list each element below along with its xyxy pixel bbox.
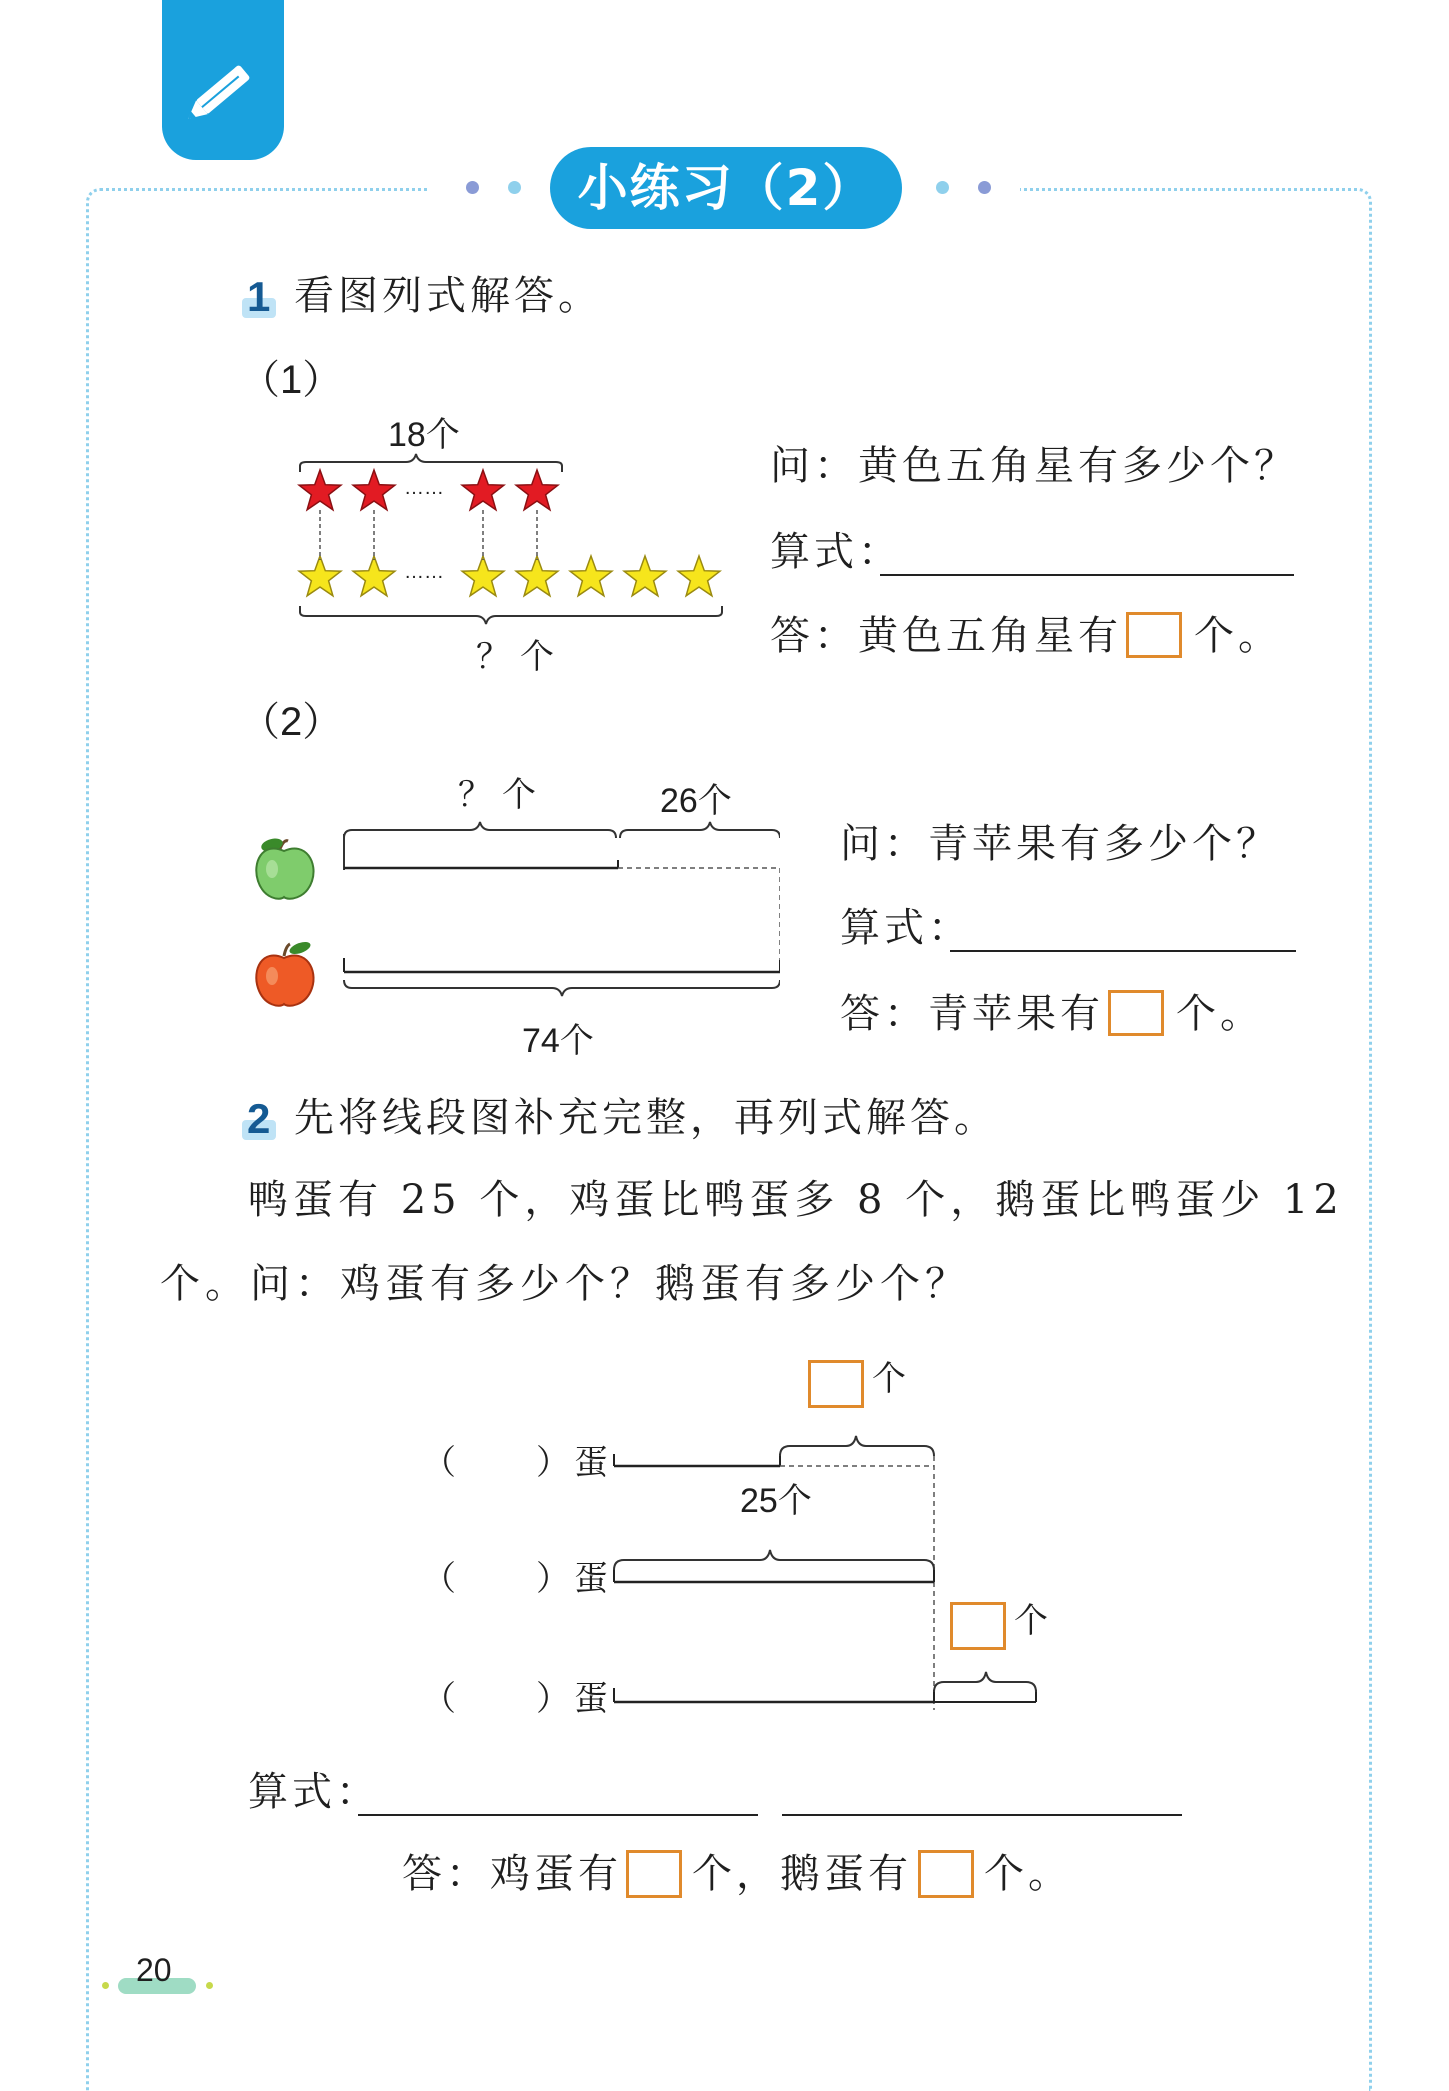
decor-dot (466, 181, 479, 194)
egg-row1-extra-box[interactable] (808, 1360, 864, 1408)
decor-dot (978, 181, 991, 194)
decor-dot (936, 181, 949, 194)
egg-row1-open: （ (422, 1443, 460, 1483)
total-brace (344, 980, 780, 996)
decor-dot (508, 181, 521, 194)
q1-instruction: 看图列式解答。 (294, 273, 602, 319)
q2-answer-part2: 个，鹅蛋有 (692, 1851, 912, 1897)
yellow-star (678, 556, 720, 596)
green-apple-icon (250, 835, 320, 905)
pencil-icon (182, 52, 266, 128)
egg-row3-extra-box[interactable] (950, 1602, 1006, 1650)
question-number: 2 (247, 1095, 271, 1142)
part2-label: （2） (240, 700, 343, 744)
part1-formula-line[interactable] (880, 574, 1294, 576)
stars-bottom-label: ？个 (476, 637, 564, 677)
connector-lines (320, 510, 537, 560)
part2-answer-box[interactable] (1108, 990, 1164, 1036)
q2-formula-line-1[interactable] (358, 1814, 758, 1816)
part2-answer-prefix: 答：青苹果有 (840, 991, 1104, 1037)
egg-row2-label: ）蛋 (536, 1559, 612, 1599)
part1-answer-suffix: 个。 (1194, 613, 1282, 659)
question-number: 1 (247, 273, 271, 320)
part2-answer-suffix: 个。 (1176, 991, 1264, 1037)
apples-bar-diagram (340, 820, 780, 1040)
stars-ellipsis-bottom: …… (404, 561, 444, 583)
part2-question: 问：青苹果有多少个？ (840, 821, 1280, 867)
q2-chicken-answer-box[interactable] (626, 1850, 682, 1898)
page-number: 20 (136, 1952, 172, 1988)
decor-dot (206, 1982, 213, 1989)
egg-row1-unit: 个 (872, 1359, 910, 1399)
part1-question: 问：黄色五角星有多少个？ (770, 443, 1298, 489)
page-title: 小练习（2） (550, 147, 902, 229)
q2-formula-label: 算式： (248, 1769, 380, 1815)
unknown-label: ？个 (458, 775, 546, 815)
part2-formula-label: 算式： (840, 905, 972, 951)
red-star (299, 470, 341, 510)
egg-row3-unit: 个 (1014, 1601, 1052, 1641)
egg-row2-open: （ (422, 1559, 460, 1599)
red-apple-icon (250, 940, 320, 1010)
yellow-star (299, 556, 341, 596)
egg-row3-open: （ (422, 1679, 460, 1719)
egg-row1-label: ）蛋 (536, 1443, 612, 1483)
red-star (353, 470, 395, 510)
q2-answer-part1: 答：鸡蛋有 (402, 1851, 622, 1897)
decor-dot (102, 1982, 109, 1989)
stars-top-label: 18个 (388, 416, 460, 454)
row3-extra-brace (934, 1672, 1036, 1692)
egg-row3-label: ）蛋 (536, 1679, 612, 1719)
part1-label: （1） (240, 358, 343, 402)
part1-answer-box[interactable] (1126, 612, 1182, 658)
bottom-brace (300, 606, 722, 624)
q2-problem-line2: 个。问：鸡蛋有多少个？鹅蛋有多少个？ (160, 1261, 970, 1307)
part1-formula-label: 算式： (770, 529, 902, 575)
egg-middle-label: 25个 (740, 1482, 812, 1520)
yellow-star (570, 556, 612, 596)
total-label: 74个 (522, 1022, 594, 1060)
part2-formula-line[interactable] (950, 950, 1296, 952)
row1-extra-brace (780, 1436, 934, 1456)
stars-ellipsis-top: …… (404, 477, 444, 499)
q2-formula-line-2[interactable] (782, 1814, 1182, 1816)
unknown-brace (344, 822, 616, 838)
header-tab (162, 0, 284, 160)
yellow-stars-row (299, 556, 720, 596)
q2-problem-line1: 鸭蛋有 25 个，鸡蛋比鸭蛋多 8 个，鹅蛋比鸭蛋少 12 (248, 1177, 1344, 1223)
eggs-segment-diagram (600, 1410, 1060, 1730)
row2-brace (614, 1550, 934, 1570)
q2-answer-part3: 个。 (984, 1851, 1072, 1897)
yellow-star (516, 556, 558, 596)
diff-brace (620, 822, 780, 838)
top-brace (300, 454, 562, 472)
yellow-star (462, 556, 504, 596)
q2-instruction: 先将线段图补充完整，再列式解答。 (294, 1095, 998, 1141)
diff-label: 26个 (660, 782, 732, 820)
part1-answer-prefix: 答：黄色五角星有 (770, 613, 1122, 659)
red-star (462, 470, 504, 510)
yellow-star (353, 556, 395, 596)
yellow-star (624, 556, 666, 596)
red-star (516, 470, 558, 510)
q2-goose-answer-box[interactable] (918, 1850, 974, 1898)
